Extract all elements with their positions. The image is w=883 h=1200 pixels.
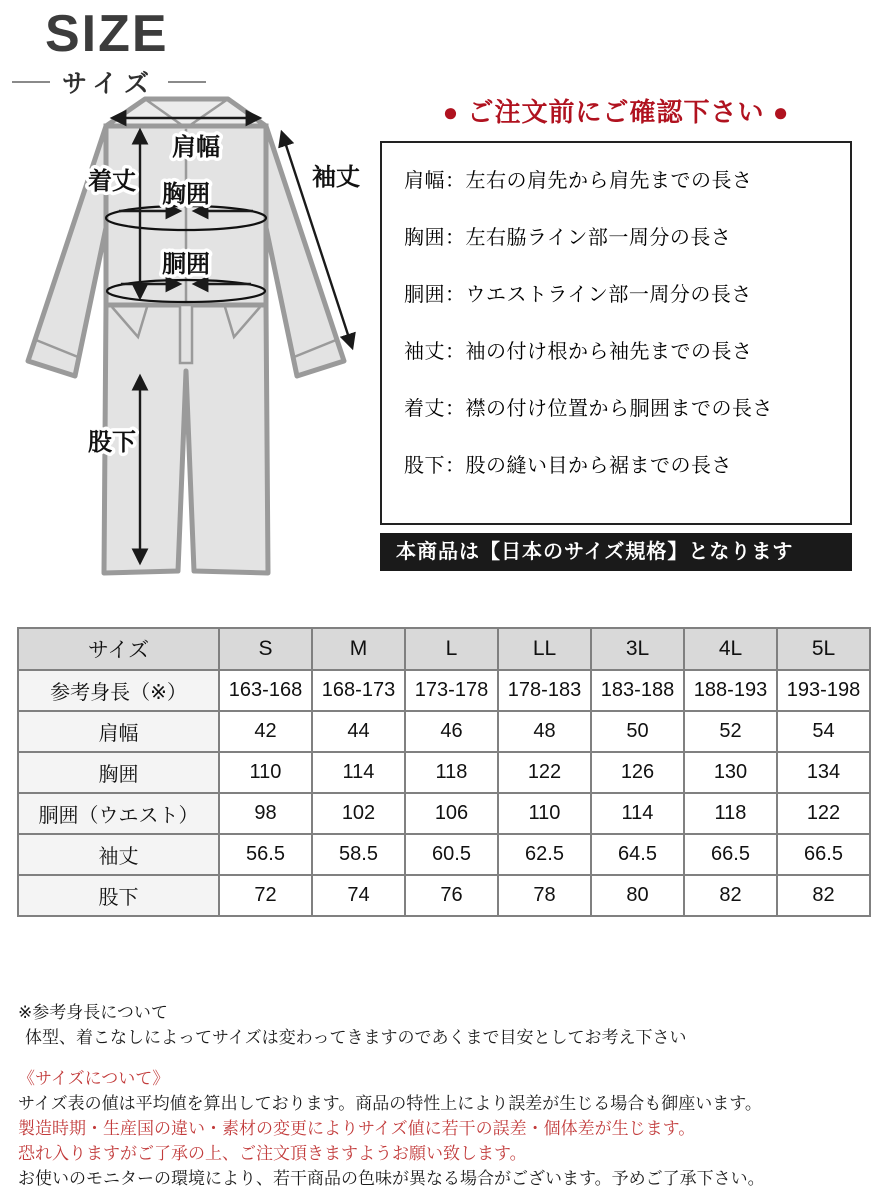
cell-value: 130 <box>684 752 777 793</box>
column-header-s: S <box>219 628 312 670</box>
definition-shoulder-width: 肩幅：左右の肩先から肩先までの長さ <box>404 170 753 192</box>
cell-value: 193-198 <box>777 670 870 711</box>
diagram-label-chest: 胸囲 <box>162 181 210 208</box>
size-table-header-row <box>18 628 870 670</box>
cell-value: 44 <box>312 711 405 752</box>
note-about-size-line1: サイズ表の値は平均値を算出しております。商品の特性上により誤差が生じる場合も御座います。 <box>18 1094 762 1113</box>
note-about-size-title: 《サイズについて》 <box>18 1069 170 1088</box>
cell-value: 82 <box>684 875 777 916</box>
subtitle-dash-right <box>168 81 206 83</box>
row-label: 股下 <box>18 875 219 916</box>
cell-value: 110 <box>219 752 312 793</box>
definition-waist: 胴囲：ウエストライン部一周分の長さ <box>404 284 752 306</box>
cell-value: 178-183 <box>498 670 591 711</box>
coverall-measurement-diagram <box>20 85 380 605</box>
diagram-label-waist: 胴囲 <box>162 251 210 278</box>
page-subtitle: サイズ <box>62 70 157 98</box>
diagram-label-body-length: 着丈 <box>88 168 136 195</box>
japan-size-standard-bar: 本商品は【日本のサイズ規格】となります <box>380 533 852 571</box>
row-label: 胸囲 <box>18 752 219 793</box>
table-row-inseam <box>18 875 870 916</box>
cell-value: 78 <box>498 875 591 916</box>
definition-sleeve-length: 袖丈：袖の付け根から袖先までの長さ <box>404 341 753 363</box>
cell-value: 66.5 <box>777 834 870 875</box>
cell-value: 102 <box>312 793 405 834</box>
cell-value: 110 <box>498 793 591 834</box>
cell-value: 114 <box>591 793 684 834</box>
column-header-ll: LL <box>498 628 591 670</box>
cell-value: 58.5 <box>312 834 405 875</box>
garment-collar <box>106 99 266 128</box>
cell-value: 52 <box>684 711 777 752</box>
note-monitor: お使いのモニターの環境により、若干商品の色味が異なる場合がございます。予めご了承下さい。 <box>18 1169 765 1188</box>
definition-inseam: 股下：股の縫い目から裾までの長さ <box>404 455 732 477</box>
cell-value: 122 <box>777 793 870 834</box>
row-label: 袖丈 <box>18 834 219 875</box>
cell-value: 42 <box>219 711 312 752</box>
column-header-3l: 3L <box>591 628 684 670</box>
confirm-panel <box>380 96 852 571</box>
table-row-waist <box>18 793 870 834</box>
cell-value: 134 <box>777 752 870 793</box>
note-ref-height-body: 体型、着こなしによってサイズは変わってきますのであくまで目安としてお考え下さい <box>25 1028 687 1047</box>
cell-value: 114 <box>312 752 405 793</box>
cell-value: 60.5 <box>405 834 498 875</box>
cell-value: 66.5 <box>684 834 777 875</box>
diagram-label-sleeve-length: 袖丈 <box>312 164 360 191</box>
footnotes <box>18 1000 765 1191</box>
cell-value: 76 <box>405 875 498 916</box>
cell-value: 56.5 <box>219 834 312 875</box>
column-header-size: サイズ <box>18 628 219 670</box>
cell-value: 64.5 <box>591 834 684 875</box>
table-row-chest <box>18 752 870 793</box>
row-label: 肩幅 <box>18 711 219 752</box>
cell-value: 122 <box>498 752 591 793</box>
note-ref-height-title: ※参考身長について <box>18 1003 168 1022</box>
cell-value: 48 <box>498 711 591 752</box>
cell-value: 188-193 <box>684 670 777 711</box>
column-header-5l: 5L <box>777 628 870 670</box>
diagram-label-shoulder-width: 肩幅 <box>172 134 220 161</box>
column-header-l: L <box>405 628 498 670</box>
definition-chest: 胸囲：左右脇ライン部一周分の長さ <box>404 227 732 249</box>
cell-value: 82 <box>777 875 870 916</box>
row-label: 胴囲（ウエスト） <box>18 793 219 834</box>
column-header-4l: 4L <box>684 628 777 670</box>
cell-value: 183-188 <box>591 670 684 711</box>
definition-body-length: 着丈：襟の付け位置から胴囲までの長さ <box>404 398 773 420</box>
cell-value: 54 <box>777 711 870 752</box>
table-row-sleeve-length <box>18 834 870 875</box>
cell-value: 72 <box>219 875 312 916</box>
cell-value: 98 <box>219 793 312 834</box>
column-header-m: M <box>312 628 405 670</box>
cell-value: 126 <box>591 752 684 793</box>
cell-value: 118 <box>405 752 498 793</box>
note-spacer <box>18 1050 765 1066</box>
cell-value: 118 <box>684 793 777 834</box>
page-title: SIZE <box>45 5 169 63</box>
confirm-title: ● ご注文前にご確認下さい ● <box>442 97 790 127</box>
cell-value: 46 <box>405 711 498 752</box>
row-label: 参考身長（※） <box>18 670 219 711</box>
subtitle-dash-left <box>12 81 50 83</box>
table-row-shoulder-width <box>18 711 870 752</box>
diagram-label-inseam: 股下 <box>88 429 136 456</box>
cell-value: 168-173 <box>312 670 405 711</box>
cell-value: 80 <box>591 875 684 916</box>
measurement-definitions-box <box>380 141 852 525</box>
cell-value: 173-178 <box>405 670 498 711</box>
note-about-size-line3: 恐れ入りますがご了承の上、ご注文頂きますようお願い致します。 <box>18 1144 527 1163</box>
cell-value: 106 <box>405 793 498 834</box>
cell-value: 74 <box>312 875 405 916</box>
note-about-size-line2: 製造時期・生産国の違い・素材の変更によりサイズ値に若干の誤差・個体差が生じます。 <box>18 1119 696 1138</box>
table-row-reference-height <box>18 670 870 711</box>
cell-value: 50 <box>591 711 684 752</box>
size-table <box>17 627 871 917</box>
cell-value: 62.5 <box>498 834 591 875</box>
cell-value: 163-168 <box>219 670 312 711</box>
